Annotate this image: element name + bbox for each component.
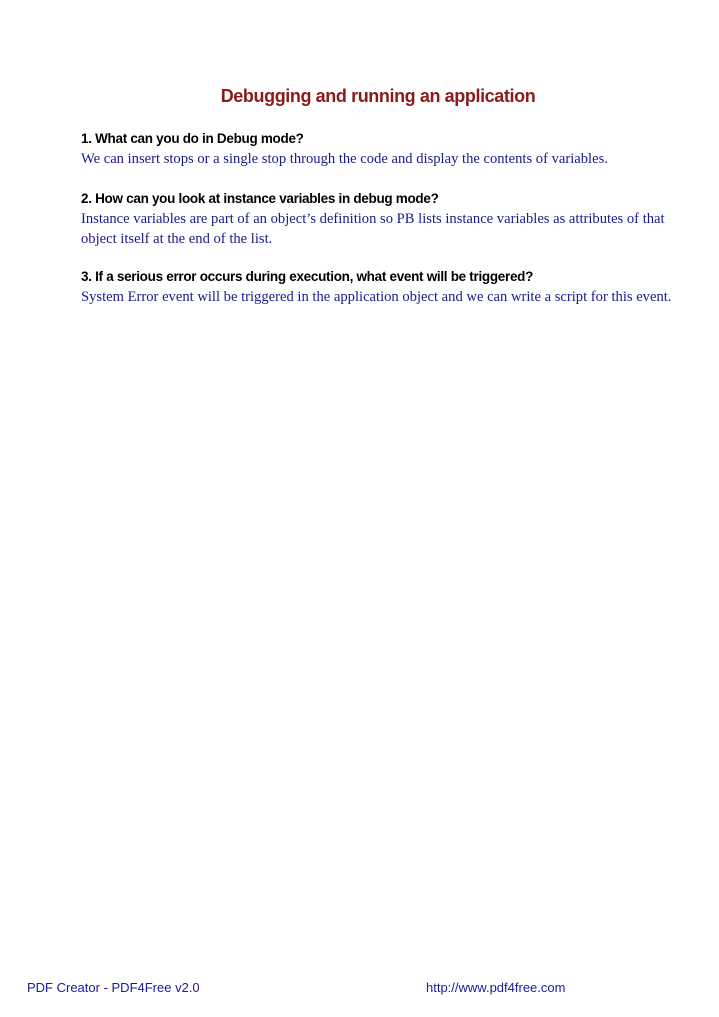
page-title: Debugging and running an application — [220, 86, 536, 106]
question-text: 2. How can you look at instance variables in debug mode? — [81, 191, 439, 206]
qa-item — [81, 130, 681, 169]
answer-text: Instance variables are part of an object’s definition so PB lists instance variables as attributes of that object itself at the end of the list. — [81, 211, 665, 247]
footer-url-link[interactable]: http://www.pdf4free.com — [426, 980, 566, 995]
answer-text: We can insert stops or a single stop through the code and display the contents of variables. — [81, 151, 608, 167]
answer-text: System Error event will be triggered in the application object and we can write a script for this event. — [81, 289, 672, 305]
question-text: 3. If a serious error occurs during execution, what event will be triggered? — [81, 269, 534, 284]
question-text: 1. What can you do in Debug mode? — [81, 131, 304, 146]
qa-item — [81, 268, 681, 307]
footer-creator-label: PDF Creator - PDF4Free v2.0 — [27, 980, 200, 995]
qa-item — [81, 190, 681, 249]
